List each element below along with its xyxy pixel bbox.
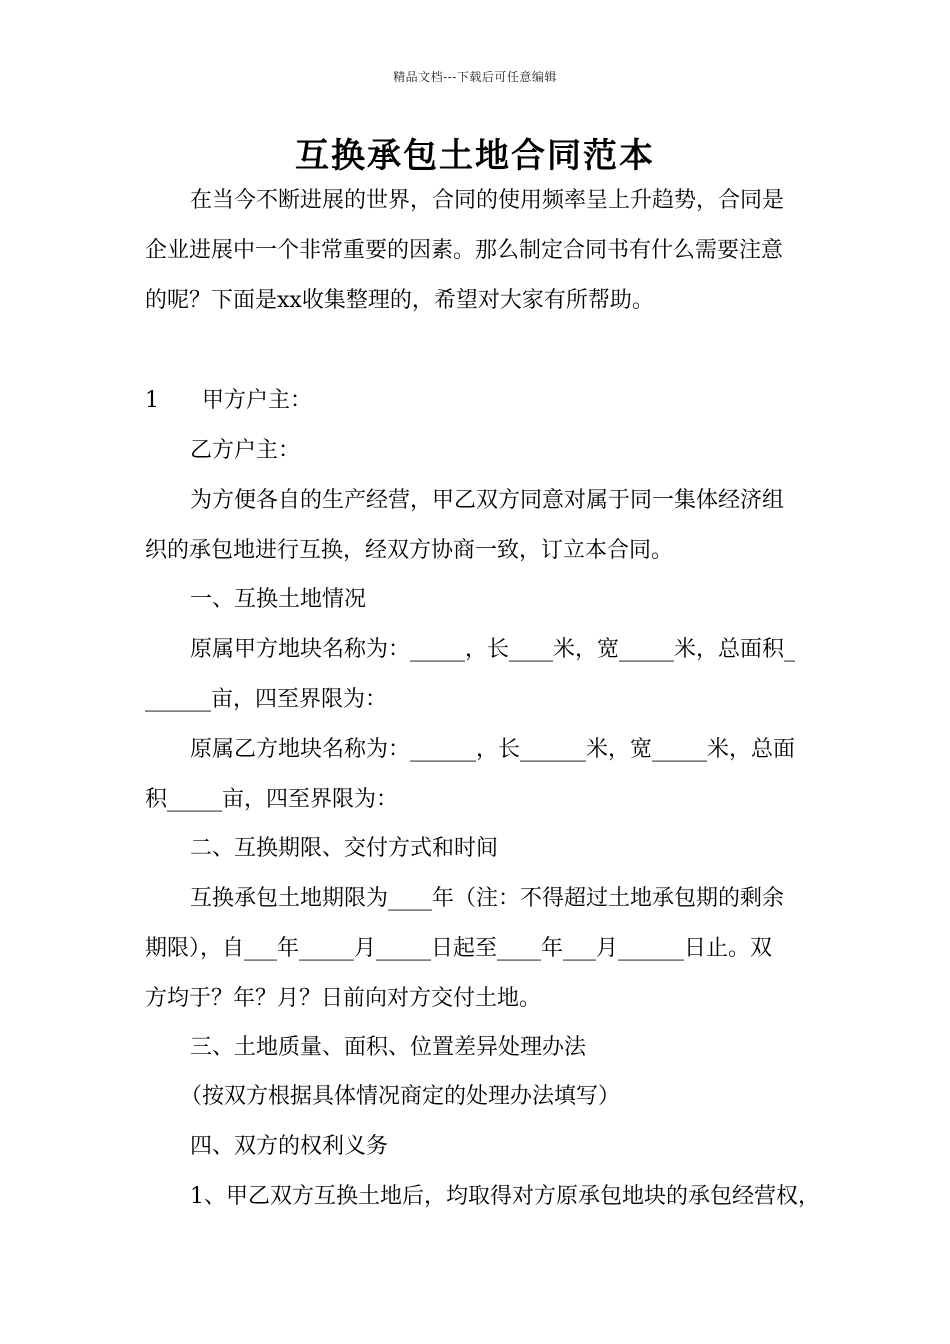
paragraph-line: 织的承包地进行互换，经双方协商一致，订立本合同。 [145, 538, 674, 563]
paragraph-line: 原属乙方地块名称为：______，长______米，宽_____米，总面 [190, 737, 796, 762]
paragraph-line: 企业进展中一个非常重要的因素。那么制定合同书有什么需要注意 [145, 238, 784, 263]
paragraph-line: 方均于？年？月？日前向对方交付土地。 [145, 986, 542, 1011]
section-heading: 三、土地质量、面积、位置差异处理办法 [190, 1035, 587, 1060]
paragraph-line: 1、甲乙双方互换土地后，均取得对方原承包地块的承包经营权， [190, 1184, 820, 1209]
document-title: 互换承包土地合同范本 [295, 136, 655, 176]
paragraph-line: 互换承包土地期限为____年（注：不得超过土地承包期的剩余 [190, 886, 785, 911]
party-b-label: 乙方户主： [190, 438, 301, 463]
paragraph-line: 积_____亩，四至界限为： [145, 787, 399, 812]
item-number: 1 [145, 388, 159, 413]
paragraph-line: 期限），自___年_____月_____日起至____年___月______日止。双 [145, 936, 773, 961]
header-note: 精品文档---下载后可任意编辑 [393, 70, 557, 84]
paragraph-line: 在当今不断进展的世界，合同的使用频率呈上升趋势，合同是 [190, 188, 785, 213]
section-heading: 四、双方的权利义务 [190, 1134, 389, 1159]
paragraph-line: 原属甲方地块名称为：_____，长____米，宽_____米，总面积_ [190, 637, 796, 662]
section-heading: 二、互换期限、交付方式和时间 [190, 836, 499, 861]
party-a-label: 甲方户主： [202, 388, 313, 413]
paragraph-line: 的呢？下面是xx收集整理的，希望对大家有所帮助。 [145, 288, 654, 313]
section-heading: 一、互换土地情况 [190, 587, 367, 612]
paragraph-line: 为方便各自的生产经营，甲乙双方同意对属于同一集体经济组 [190, 488, 785, 513]
paragraph-line: ______亩，四至界限为： [145, 687, 388, 712]
paragraph-line: （按双方根据具体情况商定的处理办法填写） [180, 1084, 621, 1109]
